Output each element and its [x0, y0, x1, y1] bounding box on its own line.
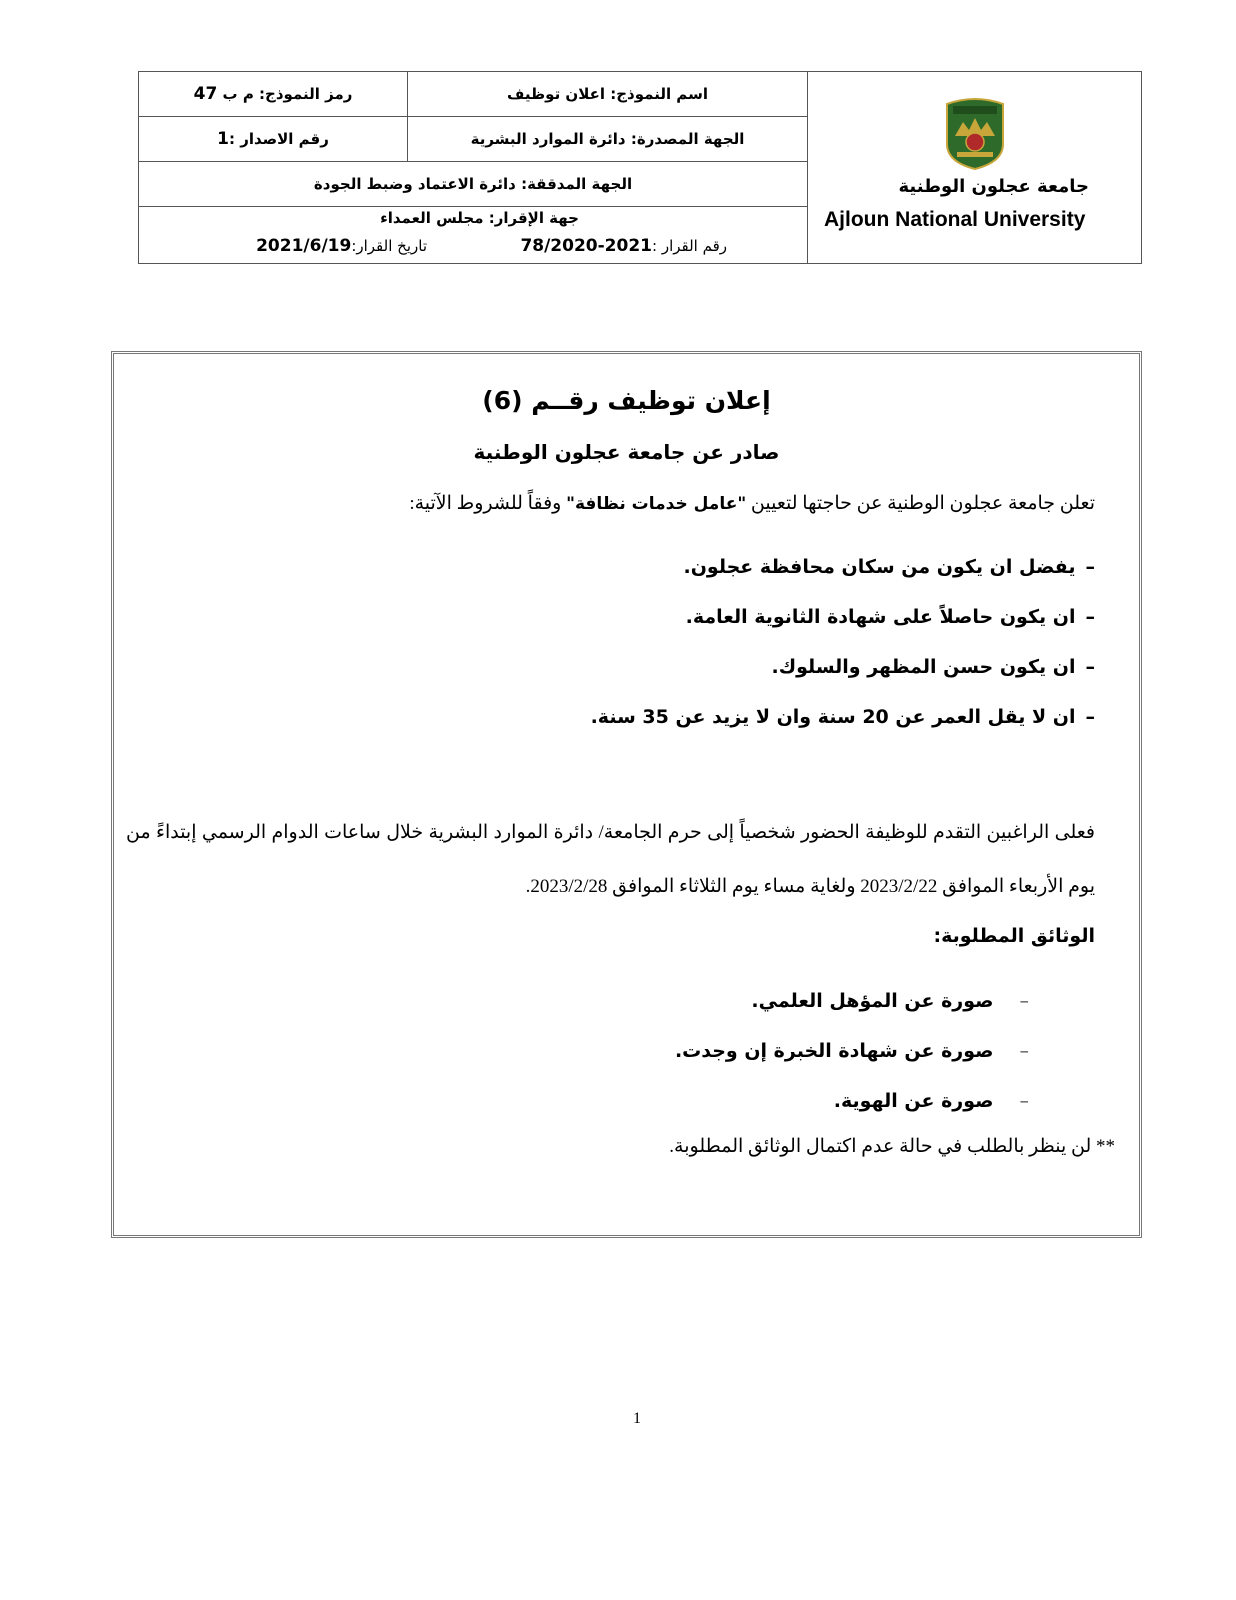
decision-date-label: تاريخ القرار:	[351, 237, 427, 255]
intro-suffix: وفقاً للشروط الآتية:	[409, 493, 567, 514]
form-row-verifier	[139, 162, 807, 207]
university-logo-cell	[807, 72, 1141, 263]
form-info-grid	[139, 72, 807, 263]
form-row-approval	[139, 207, 807, 263]
announcement-subtitle: صادر عن جامعة عجلون الوطنية	[473, 440, 780, 464]
document-item: –صورة عن المؤهل العلمي.	[751, 990, 1029, 1012]
form-header-table	[138, 71, 1142, 264]
intro-prefix: تعلن جامعة عجلون الوطنية عن حاجتها لتعيين	[746, 493, 1095, 514]
university-name-english: Ajloun National University	[824, 208, 1086, 231]
document-item: –صورة عن الهوية.	[833, 1090, 1029, 1112]
version	[139, 117, 407, 161]
condition-item: –ان يكون حسن المظهر والسلوك.	[771, 656, 1095, 678]
application-instructions: فعلى الراغبين التقدم للوظيفة الحضور شخصياً إلى حرم الجامعة/ دائرة الموارد البشرية خلال ساعات الدوام الرسمي إبتداءً من يوم الأربعاء الموافق 2023/2/22 ولغاية مساء يوم الثلاثاء الموافق 2023/2/28.	[126, 822, 1095, 897]
form-code-label: رمز النموذج: م ب	[222, 85, 353, 103]
decision-number	[520, 236, 727, 256]
decision-date-value: 2021/6/19	[256, 236, 352, 256]
decision-date	[256, 236, 427, 256]
incomplete-documents-note: ** لن ينظر بالطلب في حالة عدم اكتمال الوثائق المطلوبة.	[669, 1136, 1115, 1157]
condition-item: –يفضل ان يكون من سكان محافظة عجلون.	[683, 556, 1095, 578]
form-code-value: 47	[193, 84, 218, 104]
condition-item: –ان لا يقل العمر عن 20 سنة وان لا يزيد عن 35 سنة.	[590, 706, 1095, 728]
version-value: 1	[217, 129, 229, 149]
university-name-arabic: جامعة عجلون الوطنية	[898, 176, 1089, 197]
condition-item: –ان يكون حاصلاً على شهادة الثانوية العامة.	[685, 606, 1095, 628]
form-code	[139, 72, 407, 116]
decision-number-value: 78/2020-2021	[520, 236, 652, 256]
document-item: –صورة عن شهادة الخبرة إن وجدت.	[674, 1040, 1029, 1062]
announcement-box	[111, 351, 1142, 1238]
version-label: رقم الاصدار :	[228, 130, 329, 148]
announcement-title: إعلان توظيف رقــم (6)	[482, 386, 771, 415]
decision-number-label: رقم القرار :	[652, 237, 727, 255]
job-title: "عامل خدمات نظافة"	[566, 494, 747, 514]
documents-heading: الوثائق المطلوبة:	[933, 925, 1095, 947]
issuer: الجهة المصدرة: دائرة الموارد البشرية	[407, 117, 807, 161]
verifier: الجهة المدققة: دائرة الاعتماد وضبط الجودة	[313, 175, 633, 193]
form-row-issuer	[139, 117, 807, 162]
approver: جهة الإقرار: مجلس العمداء	[380, 209, 579, 227]
announcement-intro	[409, 492, 1095, 515]
page-number: 1	[633, 1410, 641, 1427]
form-row-name	[139, 72, 807, 117]
form-name: اسم النموذج: اعلان توظيف	[407, 72, 807, 116]
university-crest-icon	[943, 96, 1007, 170]
